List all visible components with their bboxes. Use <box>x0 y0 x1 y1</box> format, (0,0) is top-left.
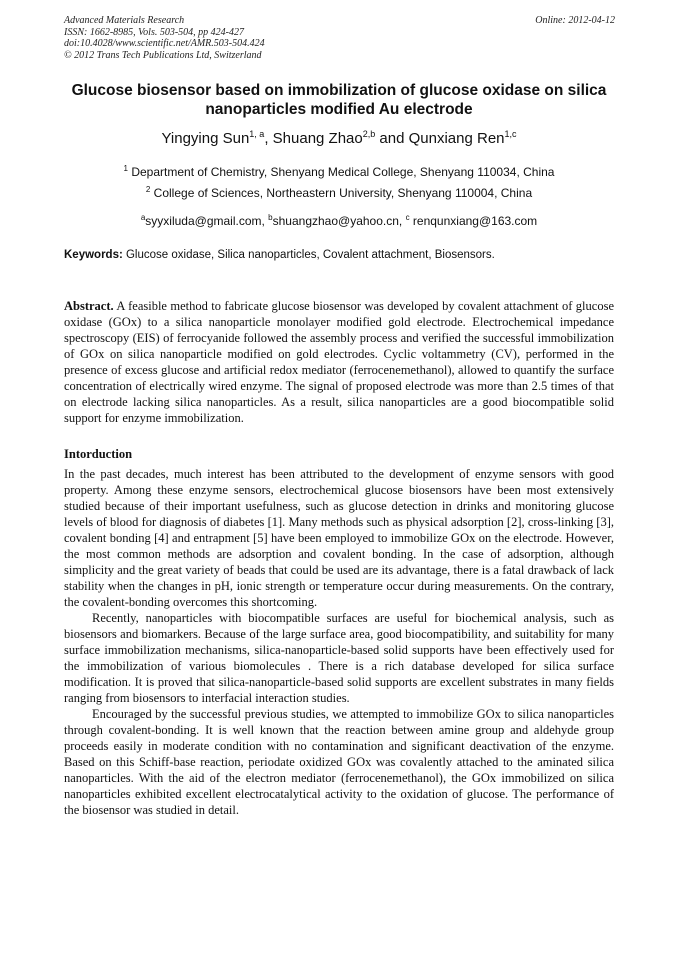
affiliation-marker: 1 <box>123 164 128 173</box>
online-date: Online: 2012-04-12 <box>535 15 615 26</box>
email-marker: a <box>140 213 146 222</box>
affiliation-marker: 2 <box>145 185 151 194</box>
doi-line: doi:10.4028/www.scientific.net/AMR.503-504.424 <box>64 38 265 49</box>
author-separator: , <box>264 130 273 147</box>
journal-name: Advanced Materials Research <box>64 15 185 26</box>
author-name: Qunxiang Ren <box>408 130 505 147</box>
keywords-text: Glucose oxidase, Silica nanoparticles, Covalent attachment, Biosensors. <box>122 249 495 261</box>
abstract-label: Abstract. <box>64 299 114 313</box>
section-heading: Intorduction <box>64 447 133 461</box>
paragraph: In the past decades, much interest has been attributed to the development of enzyme sensors with good property. Among these enzyme sensors, electrochemical glucose biosensors have been most extensively studied because of their important usefulness, such as glucose detection in drinks and monitoring glucose levels of blood for diagnosis of diabetes [1]. Many methods such as physical adsorption [2], cross-linking [3], covalent bonding [4] and entrapment [5] have been employed to immobilize GOx on the electrode. However, the most common methods are adsorption and covalent bonding. In the case of adsorption, although simplicity and the great variety of beads that could be used are its advantage, there is a fatal drawback of lack stability when the changes in pH, ionic strength or temperature occur during measurements. On the contrary, the covalent-bonding overcomes this shortcoming. <box>64 467 614 609</box>
paper-title: Glucose biosensor based on immobilization of glucose oxidase on silica nanoparticles modified Au electrode <box>71 82 607 118</box>
paragraph: Recently, nanoparticles with biocompatible surfaces are useful for biochemical analysis, such as biosensors and biomarkers. Because of the large surface area, good biocompatibility, and suitability for many surface immobilization mechanisms, silica-nanoparticle-based solid supports have been effectively used for the immobilization of various biomolecules . There is a rich database developed for silica surface modification. It is proved that silica-nanoparticle-based solid supports are excellent substrates in many fields ranging from biosensors to interfacial interaction studies. <box>64 611 614 705</box>
author-separator: and <box>375 130 409 147</box>
author-affiliation-marker: 1, a <box>249 129 265 139</box>
abstract-text: A feasible method to fabricate glucose biosensor was developed by covalent attachment of glucose oxidase (GOx) to a silica nanoparticle monolayer modified gold electrode. Electrochemical impedance spectroscopy (EIS) of ferrocyanide followed the assembly process and verified the successful immobilization of GOx on silica nanoparticle modified on gold electrodes. Cyclic voltammetry (CV), performed in the presence of excess glucose and artificial redox mediator (ferrocenemethanol), allowed to quantify the surface concentration of electrically wired enzyme. The signal of proposed electrode was more than 2.5 times of that on electrode lacking silica nanoparticles. As a result, silica nanoparticles are a good biocompatible solid support for enzyme immobilization. <box>64 299 614 425</box>
affiliation-text: College of Sciences, Northeastern University, Shenyang 110004, China <box>153 186 533 200</box>
email-marker: c <box>405 213 410 222</box>
keywords-label: Keywords: <box>64 249 123 261</box>
journal-metadata <box>64 15 265 61</box>
copyright-line: © 2012 Trans Tech Publications Ltd, Switzerland <box>64 49 262 61</box>
paragraph: Encouraged by the successful previous studies, we attempted to immobilize GOx to silica nanoparticles through covalent-bonding. It is well known that the reaction between amine group and aldehyde group proceeds easily in moderate condition with no contamination and significant deactivation of the enzyme. Based on this Schiff-base reaction, periodate oxidized GOx was covalently attached to the aminated silica nanoparticles. With the aid of the electron mediator (ferrocenemethanol), the GOx immobilized on silica nanoparticles exhibited excellent electrocatalytical activity to the oxidation of glucose. The performance of the biosensor was studied in detail. <box>64 707 614 817</box>
introduction-body <box>64 466 614 818</box>
affiliation <box>0 186 678 200</box>
affiliation <box>0 165 678 179</box>
author-list <box>0 130 678 148</box>
keywords-line <box>64 248 624 262</box>
abstract <box>64 298 614 426</box>
email-marker: b <box>268 213 273 222</box>
issn-line: ISSN: 1662-8985, Vols. 503-504, pp 424-427 <box>64 26 244 38</box>
affiliation-text: Department of Chemistry, Shenyang Medical College, Shenyang 110034, China <box>131 165 555 179</box>
author-name: Yingying Sun <box>161 130 250 147</box>
author-affiliation-marker: 2,b <box>362 129 376 139</box>
author-name: Shuang Zhao <box>272 130 363 147</box>
email-list <box>0 214 678 228</box>
email-address[interactable]: renqunxiang@163.com <box>409 214 538 228</box>
email-address[interactable]: shuangzhao@yahoo.cn, <box>272 214 406 228</box>
author-affiliation-marker: 1,c <box>504 129 517 139</box>
email-address[interactable]: syyxiluda@gmail.com, <box>145 214 269 228</box>
